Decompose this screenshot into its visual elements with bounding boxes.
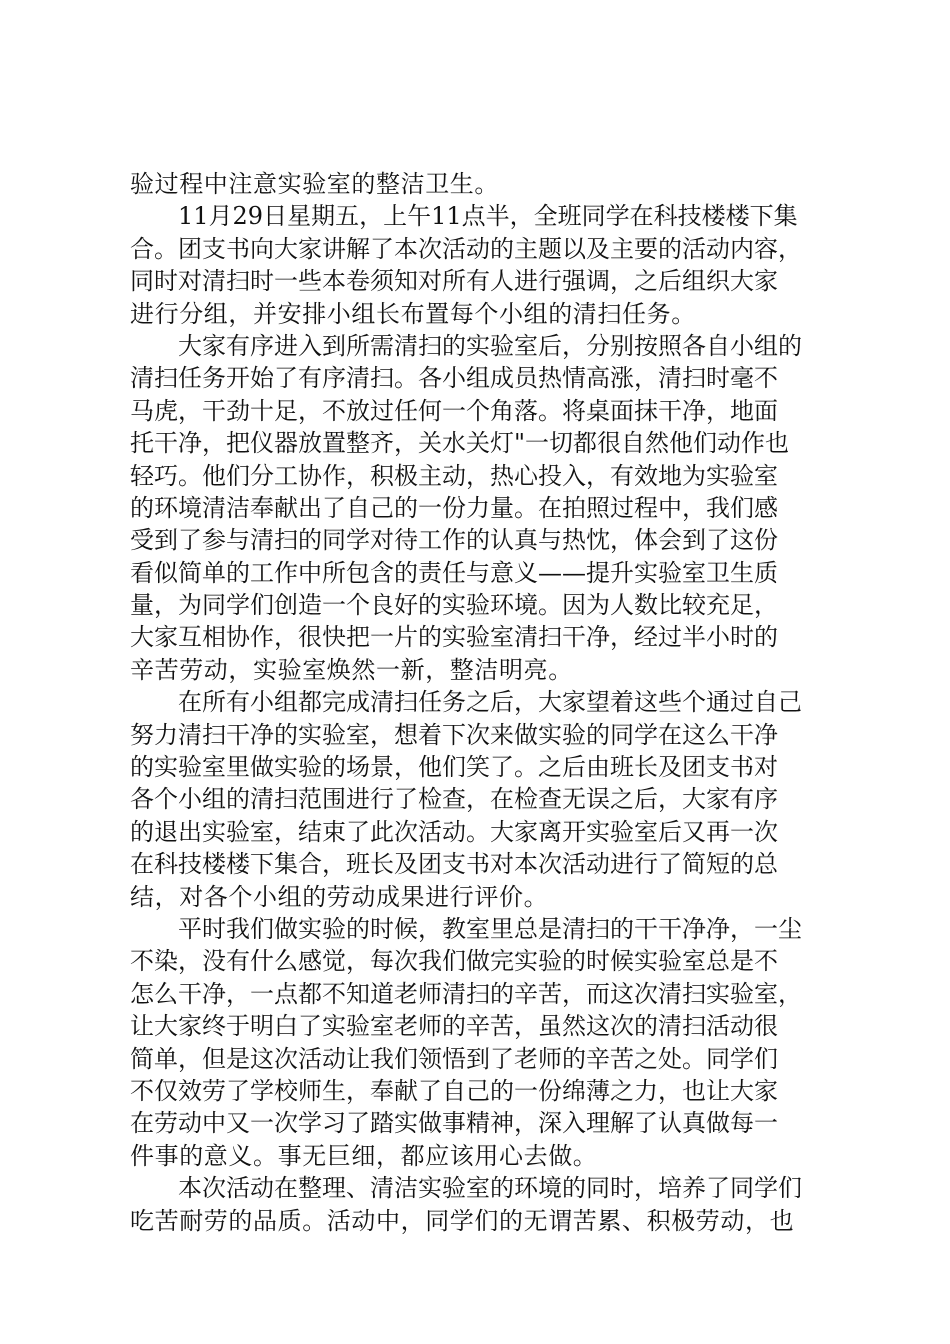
text-line: 看似简单的工作中所包含的责任与意义——提升实验室卫生质 (130, 558, 778, 587)
text-line: 吃苦耐劳的品质。活动中，同学们的无谓苦累、积极劳动，也 (130, 1206, 795, 1235)
text-line: 托干净，把仪器放置整齐，关水关灯"一切都很自然他们动作也 (130, 429, 790, 458)
text-line: 努力清扫干净的实验室，想着下次来做实验的同学在这么干净 (130, 720, 778, 749)
text-line: 的环境清洁奉献出了自己的一份力量。在拍照过程中，我们感 (130, 493, 778, 522)
text-line: 本次活动在整理、清洁实验室的环境的同时，培养了同学们 (178, 1174, 802, 1203)
text-line: 的退出实验室，结束了此次活动。大家离开实验室后又再一次 (130, 817, 778, 846)
text-line: 结，对各个小组的劳动成果进行评价。 (130, 882, 549, 911)
text-line: 马虎，干劲十足，不放过任何一个角落。将桌面抹干净，地面 (130, 396, 778, 425)
text-line: 让大家终于明白了实验室老师的辛苦，虽然这次的清扫活动很 (130, 1012, 778, 1041)
text-line: 在所有小组都完成清扫任务之后，大家望着这些个通过自己 (178, 688, 802, 717)
text-line: 11月29日星期五，上午11点半，全班同学在科技楼楼下集 (178, 202, 798, 231)
text-line: 量，为同学们创造一个良好的实验环境。因为人数比较充足， (130, 591, 778, 620)
text-line: 同时对清扫时一些本卷须知对所有人进行强调，之后组织大家 (130, 267, 778, 296)
text-line: 平时我们做实验的时候，教室里总是清扫的干干净净，一尘 (178, 914, 802, 943)
text-line: 在科技楼楼下集合，班长及团支书对本次活动进行了简短的总 (130, 850, 778, 879)
text-line: 怎么干净，一点都不知道老师清扫的辛苦，而这次清扫实验室， (130, 979, 802, 1008)
text-line: 各个小组的清扫范围进行了检查，在检查无误之后，大家有序 (130, 785, 778, 814)
text-line: 合。团支书向大家讲解了本次活动的主题以及主要的活动内容， (130, 234, 802, 263)
text-line: 件事的意义。事无巨细，都应该用心去做。 (130, 1141, 598, 1170)
text-line: 不染，没有什么感觉，每次我们做完实验的时候实验室总是不 (130, 947, 778, 976)
text-line: 大家有序进入到所需清扫的实验室后，分别按照各自小组的 (178, 331, 802, 360)
document-body (130, 168, 834, 1237)
text-line: 简单，但是这次活动让我们领悟到了老师的辛苦之处。同学们 (130, 1044, 778, 1073)
text-line: 在劳动中又一次学习了踏实做事精神，深入理解了认真做每一 (130, 1109, 778, 1138)
text-line: 不仅效劳了学校师生，奉献了自己的一份绵薄之力，也让大家 (130, 1076, 778, 1105)
text-line: 进行分组，并安排小组长布置每个小组的清扫任务。 (130, 299, 696, 328)
text-line: 验过程中注意实验室的整洁卫生。 (130, 170, 499, 198)
text-line: 轻巧。他们分工协作，积极主动，热心投入，有效地为实验室 (130, 461, 778, 490)
text-line: 受到了参与清扫的同学对待工作的认真与热忱，体会到了这份 (130, 526, 778, 555)
text-line: 的实验室里做实验的场景，他们笑了。之后由班长及团支书对 (130, 753, 778, 782)
text-line: 大家互相协作，很快把一片的实验室清扫干净，经过半小时的 (130, 623, 778, 652)
text-line: 清扫任务开始了有序清扫。各小组成员热情高涨，清扫时毫不 (130, 364, 778, 393)
text-line: 辛苦劳动，实验室焕然一新，整洁明亮。 (130, 655, 573, 684)
